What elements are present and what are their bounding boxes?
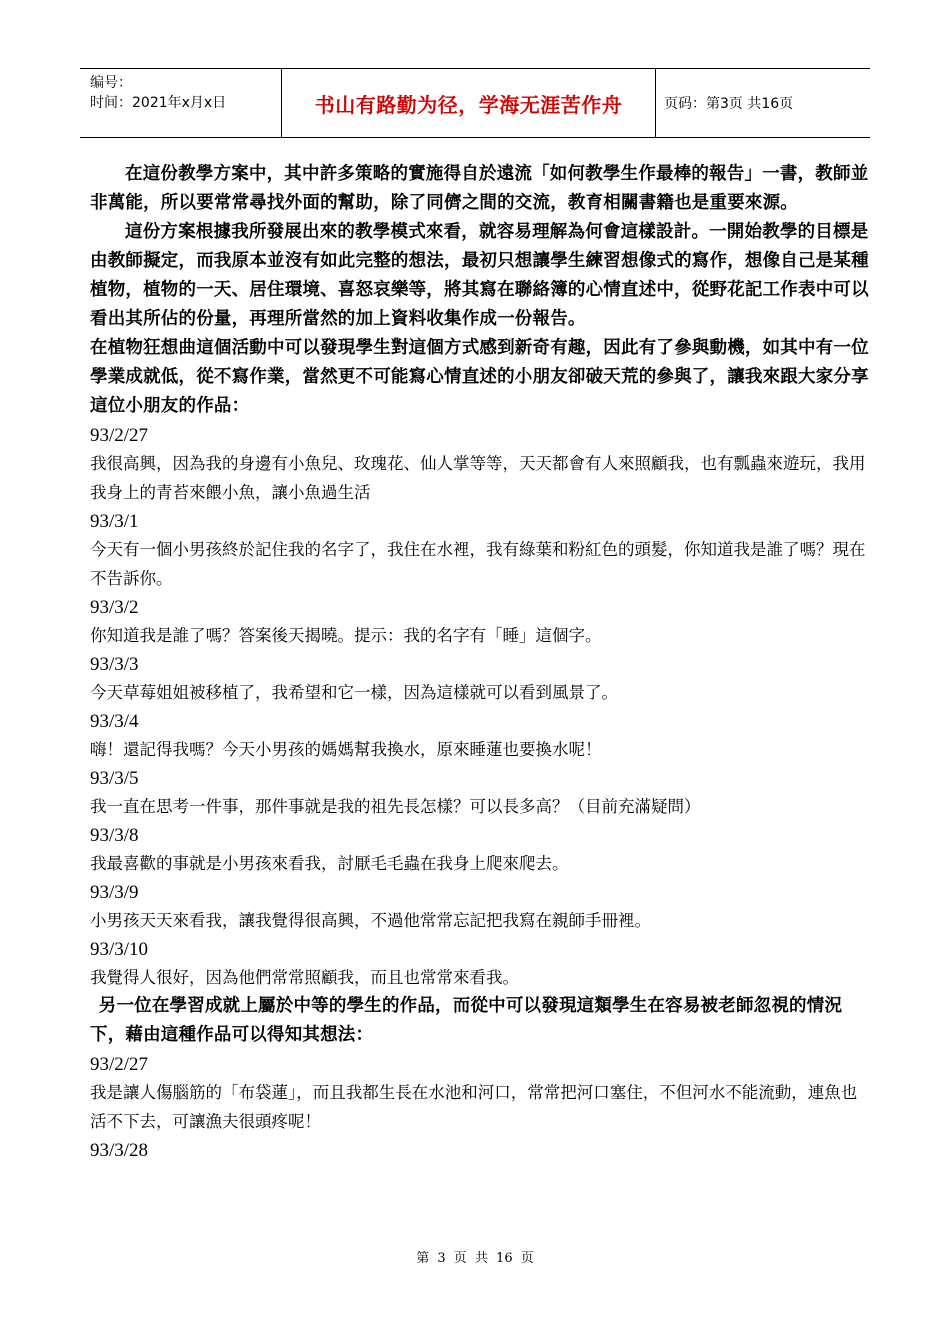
header-motto: 书山有路勤为径，学海无涯苦作舟 bbox=[282, 69, 656, 137]
entry-text: 你知道我是誰了嗎？答案後天揭曉。提示：我的名字有「睡」這個字。 bbox=[90, 626, 602, 645]
entry-text: 我覺得人很好，因為他們常常照顧我，而且也常常來看我。 bbox=[90, 968, 519, 987]
entry-date: 93/3/5 bbox=[90, 768, 139, 789]
entry-text: 我很高興，因為我的身邊有小魚兒、玫瑰花、仙人掌等等，天天都會有人來照顧我，也有瓢蟲來遊玩，我用我身上的青苔來餵小魚，讓小魚過生活 bbox=[90, 454, 866, 502]
entry-text: 我是讓人傷腦筋的「布袋蓮」，而且我都生長在水池和河口，常常把河口塞住，不但河水不能流動，連魚也活不下去，可讓漁夫很頭疼呢！ bbox=[90, 1083, 858, 1131]
entry-date: 93/3/3 bbox=[90, 654, 139, 675]
document-body bbox=[90, 160, 870, 1164]
entry-text: 我一直在思考一件事，那件事就是我的祖先長怎樣？可以長多高？（目前充滿疑問） bbox=[90, 797, 701, 816]
entry-date: 93/2/27 bbox=[90, 1054, 149, 1075]
page-footer: 第 3 页 共 16 页 bbox=[416, 1251, 534, 1266]
header-page-info: 页码：第3页 共16页 bbox=[664, 96, 794, 112]
paragraph-2: 這份方案根據我所發展出來的教學模式來看，就容易理解為何會這樣設計。一開始教學的目標是由教師擬定，而我原本並沒有如此完整的想法，最初只想讓學生練習想像式的寫作，想像自己是某種植物，植物的一天、居住環境、喜怒哀樂等，將其寫在聯絡簿的心情直述中，從野花記工作表中可以看出其所佔的份量，再理所當然的加上資料收集作成一份報告。 bbox=[90, 222, 869, 329]
entry-date: 93/2/27 bbox=[90, 425, 149, 446]
paragraph-4: 另一位在學習成就上屬於中等的學生的作品，而從中可以發現這類學生在容易被老師忽視的情況下，藉由這種作品可以得知其想法： bbox=[90, 996, 843, 1045]
entry-text: 小男孩天天來看我，讓我覺得很高興，不過他常常忘記把我寫在親師手冊裡。 bbox=[90, 911, 651, 930]
entry-date: 93/3/9 bbox=[90, 882, 139, 903]
entry-date: 93/3/4 bbox=[90, 711, 139, 732]
paragraph-1: 在這份教學方案中，其中許多策略的實施得自於遠流「如何教學生作最棒的報告」一書，教師並非萬能，所以要常常尋找外面的幫助，除了同儕之間的交流，教育相關書籍也是重要來源。 bbox=[90, 164, 869, 213]
entry-date: 93/3/10 bbox=[90, 939, 149, 960]
student-entries-a bbox=[90, 422, 870, 992]
entry-date: 93/3/28 bbox=[90, 1140, 149, 1161]
document-time-label: 时间：2021年x月x日 bbox=[90, 95, 227, 111]
entry-date: 93/3/2 bbox=[90, 597, 139, 618]
page-header bbox=[80, 68, 870, 138]
paragraph-3: 在植物狂想曲這個活動中可以發現學生對這個方式感到新奇有趣，因此有了參與動機，如其中有一位學業成就低，從不寫作業，當然更不可能寫心情直述的小朋友卻破天荒的參與了，讓我來跟大家分享這位小朋友的作品： bbox=[90, 338, 869, 416]
document-number-label: 编号： bbox=[90, 75, 132, 91]
header-meta-cell bbox=[80, 69, 282, 137]
student-entries-b bbox=[90, 1051, 870, 1164]
entry-date: 93/3/8 bbox=[90, 825, 139, 846]
entry-text: 我最喜歡的事就是小男孩來看我，討厭毛毛蟲在我身上爬來爬去。 bbox=[90, 854, 569, 873]
entry-text: 嗨！還記得我嗎？今天小男孩的媽媽幫我換水，原來睡蓮也要換水呢！ bbox=[90, 740, 602, 759]
entry-text: 今天有一個小男孩終於記住我的名字了，我住在水裡，我有綠葉和粉紅色的頭髮，你知道我是誰了嗎？現在不告訴你。 bbox=[90, 540, 866, 588]
entry-date: 93/3/1 bbox=[90, 511, 139, 532]
entry-text: 今天草莓姐姐被移植了，我希望和它一樣，因為這樣就可以看到風景了。 bbox=[90, 683, 618, 702]
